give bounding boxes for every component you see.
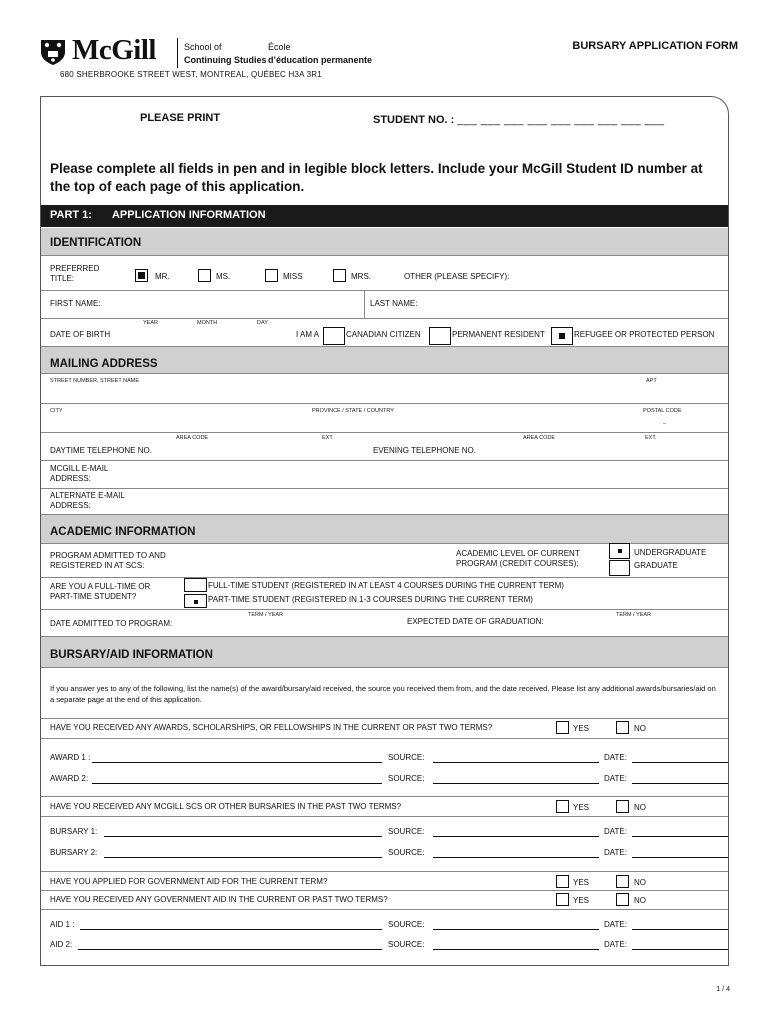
bursary-1-date-label: DATE: [604,827,627,836]
aid-1-field[interactable] [80,929,382,930]
aid-2-label: AID 2: [50,940,73,949]
title-mrs-checkbox[interactable] [333,269,346,282]
day-area-code-hint: AREA CODE [176,435,209,441]
awards-no-checkbox[interactable] [616,721,629,734]
fulltime-question: ARE YOU A FULL-TIME OR PART-TIME STUDENT? [50,582,151,601]
apt-field[interactable]: APT [646,378,657,384]
postal-code-field[interactable]: POSTAL CODE [643,408,682,414]
student-number-field[interactable]: STUDENT NO. : ___ ___ ___ ___ ___ ___ ___ ___ ___ [373,114,665,126]
award-1-field[interactable] [92,762,382,763]
street-field[interactable]: STREET NUMBER, STREET NAME [50,378,140,384]
graduate-checkbox[interactable] [609,560,630,576]
aid-1-label: AID 1 : [50,920,75,929]
canadian-citizen-label: CANADIAN CITIZEN [346,330,421,339]
eve-area-code-hint: AREA CODE [523,435,556,441]
award-2-date-field[interactable] [632,783,728,784]
gov-received-yes-checkbox[interactable] [556,893,569,906]
bursary-2-source-label: SOURCE: [388,848,425,857]
part-1-header: PART 1: APPLICATION INFORMATION [41,205,728,227]
divider [41,816,728,817]
bursary-2-source-field[interactable] [433,857,599,858]
dob-month-hint: MONTH [197,320,218,326]
awards-yes-checkbox[interactable] [556,721,569,734]
divider [41,909,728,910]
award-2-label: AWARD 2: [50,774,89,783]
divider [364,290,365,318]
mcgill-email-field[interactable]: MCGILL E-MAIL ADDRESS: [50,464,109,483]
bursary-1-source-label: SOURCE: [388,827,425,836]
aid-1-source-field[interactable] [433,929,599,930]
expected-graduation-field[interactable]: EXPECTED DATE OF GRADUATION: [407,617,544,626]
mailing-address-heading: MAILING ADDRESS [41,346,728,374]
divider [41,403,728,404]
award-2-field[interactable] [92,783,382,784]
bursaries-question: HAVE YOU RECEIVED ANY MCGILL SCS OR OTHER BURSARIES IN THE PAST TWO TERMS? [50,802,402,811]
parttime-checkbox[interactable] [184,594,207,608]
city-field[interactable]: CITY [50,408,63,414]
i-am-a-label: I AM A [296,330,320,339]
title-ms-label: MS. [216,272,231,281]
instructions-text: Please complete all fields in pen and in legible block letters. Include your McGill Student ID number at the top of each page of this application. [50,161,703,194]
bursary-1-source-field[interactable] [433,836,599,837]
bursary-2-label: BURSARY 2: [50,848,98,857]
gov-applied-yes-label: YES [573,878,590,887]
award-1-source-field[interactable] [433,762,599,763]
award-2-source-label: SOURCE: [388,774,425,783]
evening-phone-field[interactable]: EVENING TELEPHONE NO. [373,446,476,455]
alternate-email-field[interactable]: ALTERNATE E-MAIL ADDRESS: [50,491,125,510]
program-field[interactable]: PROGRAM ADMITTED TO AND REGISTERED IN AT SCS: [50,551,166,570]
permanent-resident-label: PERMANENT RESIDENT [452,330,545,339]
divider [41,488,728,489]
divider [41,796,728,797]
school-name-en: School of Continuing Studies [184,42,267,65]
divider [41,890,728,891]
dob-year-hint: YEAR [143,320,158,326]
gov-applied-yes-checkbox[interactable] [556,875,569,888]
award-1-date-field[interactable] [632,762,728,763]
academic-level-label: ACADEMIC LEVEL OF CURRENT PROGRAM (CREDIT COURSES): [456,549,580,568]
aid-2-field[interactable] [78,949,382,950]
bursaries-yes-checkbox[interactable] [556,800,569,813]
aid-2-date-field[interactable] [632,949,728,950]
canadian-citizen-checkbox[interactable] [323,327,345,345]
fulltime-checkbox[interactable] [184,578,207,592]
bursary-aid-heading: BURSARY/AID INFORMATION [41,636,728,668]
gov-received-yes-label: YES [573,896,590,905]
admitted-term-hint: TERM / YEAR [248,612,284,618]
eve-ext-hint: EXT. [645,435,657,441]
award-1-label: AWARD 1 : [50,753,91,762]
title-miss-label: MISS [283,272,303,281]
award-2-date-label: DATE: [604,774,627,783]
school-address: 680 SHERBROOKE STREET WEST, MONTREAL, QUÉBEC H3A 3R1 [60,70,322,79]
bursaries-yes-label: YES [573,803,590,812]
parttime-label: PART-TIME STUDENT (REGISTERED IN 1-3 COURSES DURING THE CURRENT TERM) [208,595,533,604]
undergraduate-label: UNDERGRADUATE [634,548,707,557]
aid-1-date-label: DATE: [604,920,627,929]
awards-question: HAVE YOU RECEIVED ANY AWARDS, SCHOLARSHIPS, OR FELLOWSHIPS IN THE CURRENT OR PAST TWO TERMS? [50,723,493,732]
bursary-1-date-field[interactable] [632,836,728,837]
divider [41,577,728,578]
bursaries-no-checkbox[interactable] [616,800,629,813]
logo-wordmark: McGill [72,34,156,66]
gov-applied-question: HAVE YOU APPLIED FOR GOVERNMENT AID FOR THE CURRENT TERM? [50,877,328,886]
refugee-label: REFUGEE OR PROTECTED PERSON [574,330,715,339]
identification-heading: IDENTIFICATION [41,228,728,256]
bursary-1-label: BURSARY 1: [50,827,98,836]
graduation-term-hint: TERM / YEAR [616,612,652,618]
divider [41,432,728,433]
daytime-phone-field[interactable]: DAYTIME TELEPHONE NO. [50,446,152,455]
bursary-2-date-label: DATE: [604,848,627,857]
awards-yes-label: YES [573,724,590,733]
divider [41,290,728,291]
divider [41,738,728,739]
divider [41,609,728,610]
undergraduate-checkbox[interactable] [609,543,630,559]
permanent-resident-checkbox[interactable] [429,327,451,345]
title-miss-checkbox[interactable] [265,269,278,282]
mcgill-crest-icon [40,38,66,66]
postal-dash: – [663,421,667,427]
gov-received-no-checkbox[interactable] [616,893,629,906]
title-mr-label: MR. [155,272,170,281]
school-name-fr: École d’éducation permanente [268,42,373,65]
province-field[interactable]: PROVINCE / STATE / COUNTRY [312,408,394,414]
bursaries-no-label: NO [634,803,646,812]
date-admitted-field[interactable]: DATE ADMITTED TO PROGRAM: [50,619,173,628]
preferred-title-label: PREFERRED TITLE: [50,264,100,283]
form-title: BURSARY APPLICATION FORM [572,40,738,52]
aid-1-source-label: SOURCE: [388,920,425,929]
logo-divider [177,38,178,68]
gov-applied-no-checkbox[interactable] [616,875,629,888]
divider [41,318,728,319]
divider [41,871,728,872]
gov-received-no-label: NO [634,896,646,905]
page-number: 1 / 4 [716,986,730,993]
aid-1-date-field[interactable] [632,929,728,930]
fulltime-label: FULL-TIME STUDENT (REGISTERED IN AT LEAST 4 COURSES DURING THE CURRENT TERM) [208,581,564,590]
title-ms-checkbox[interactable] [198,269,211,282]
last-name-field[interactable]: LAST NAME: [370,299,418,308]
first-name-field[interactable]: FIRST NAME: [50,299,101,308]
divider [41,460,728,461]
please-print-label: PLEASE PRINT [140,112,221,124]
bursary-2-date-field[interactable] [632,857,728,858]
award-1-source-label: SOURCE: [388,753,425,762]
title-mr-checkbox[interactable] [135,269,148,282]
refugee-checkbox[interactable] [551,327,573,345]
award-2-source-field[interactable] [433,783,599,784]
bursary-2-field[interactable] [104,857,382,858]
academic-information-heading: ACADEMIC INFORMATION [41,514,728,544]
aid-2-source-label: SOURCE: [388,940,425,949]
title-other-label: OTHER (PLEASE SPECIFY): [404,272,510,281]
aid-2-date-label: DATE: [604,940,627,949]
award-1-date-label: DATE: [604,753,627,762]
gov-applied-no-label: NO [634,878,646,887]
gov-received-question: HAVE YOU RECEIVED ANY GOVERNMENT AID IN THE CURRENT OR PAST TWO TERMS? [50,895,388,904]
graduate-label: GRADUATE [634,561,678,570]
bursary-instructions: If you answer yes to any of the following, list the name(s) of the award/bursary/aid received, the source you received them from, and the date received. Please list any additional awards/bursaries/aid on a separate page at the end of this application. [50,684,716,704]
bursary-1-field[interactable] [104,836,382,837]
title-mrs-label: MRS. [351,272,371,281]
aid-2-source-field[interactable] [433,949,599,950]
divider [41,718,728,719]
day-ext-hint: EXT. [322,435,334,441]
date-of-birth-field[interactable]: DATE OF BIRTH [50,330,111,339]
dob-day-hint: DAY [257,320,268,326]
awards-no-label: NO [634,724,646,733]
